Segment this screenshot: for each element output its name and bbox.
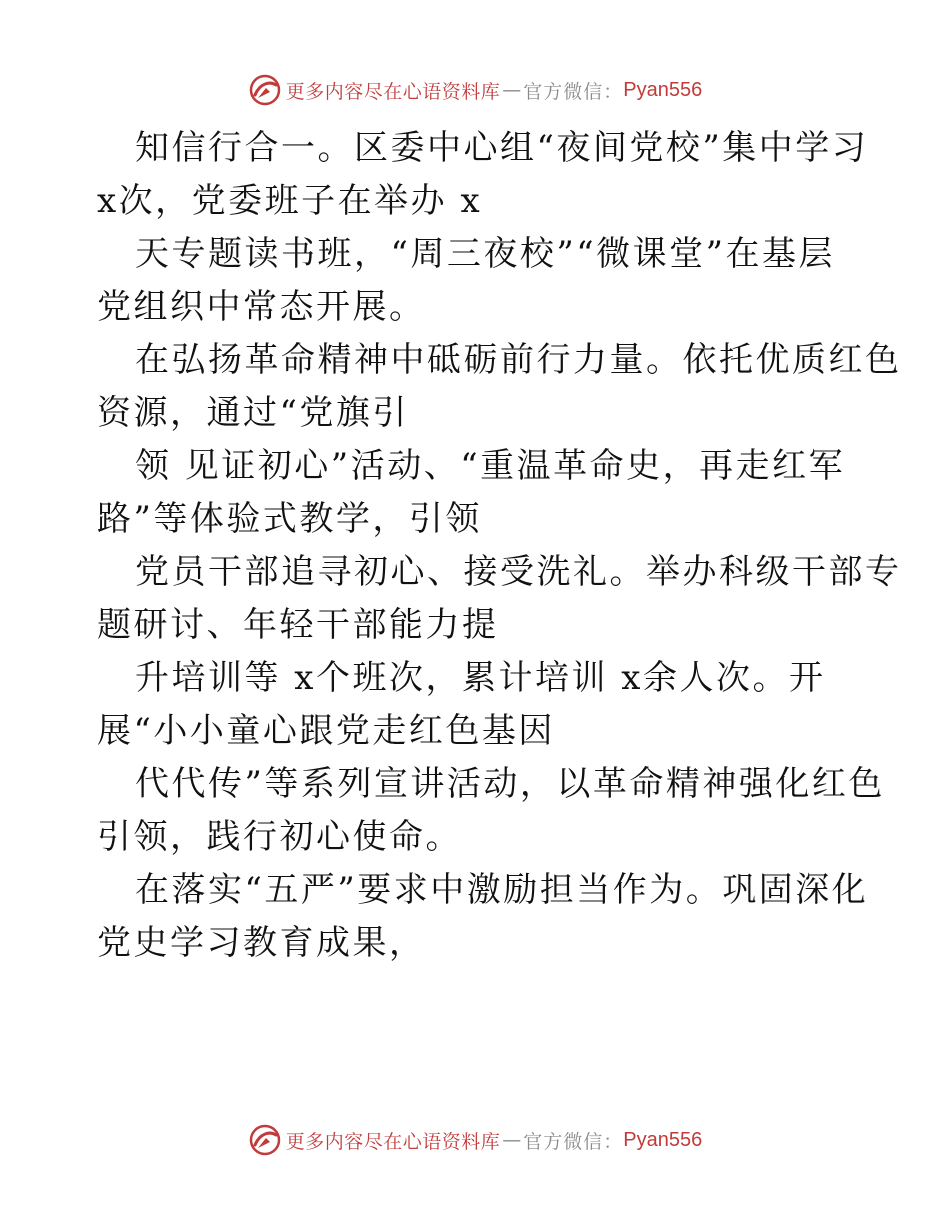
watermark-wechat-id: Pyan556	[623, 1128, 703, 1151]
document-body	[97, 122, 902, 970]
header-watermark	[0, 70, 950, 110]
body-line: 题研讨、年轻干部能力提	[97, 605, 499, 645]
body-line: 党组织中常态开展。	[97, 287, 426, 327]
body-line: x次，党委班子在举办 x	[97, 181, 483, 221]
body-line: 在落实“五严”要求中激励担当作为。巩固深化	[135, 870, 869, 910]
watermark-wechat-label: 官方微信：	[523, 80, 624, 103]
body-line: 代代传”等系列宣讲活动，以革命精神强化红色	[135, 764, 885, 804]
watermark-wechat-label: 官方微信：	[523, 1130, 624, 1153]
body-line: 资源，通过“党旗引	[97, 393, 409, 433]
watermark-wechat-id: Pyan556	[623, 78, 703, 101]
body-line: 党史学习教育成果，	[97, 923, 426, 963]
body-line: 在弘扬革命精神中砥砺前行力量。依托优质红色	[135, 340, 902, 380]
red-circle-logo-icon	[248, 73, 282, 107]
body-line: 党员干部追寻初心、接受洗礼。举办科级干部专	[135, 552, 902, 592]
watermark-brand: 更多内容尽在心语资料库	[285, 1130, 501, 1153]
watermark-brand: 更多内容尽在心语资料库	[285, 80, 501, 103]
watermark-separator: —	[502, 79, 522, 101]
body-line: 天专题读书班，“周三夜校”“微课堂”在基层	[135, 234, 836, 274]
red-circle-logo-icon	[248, 1123, 282, 1157]
body-line: 引领，践行初心使命。	[97, 817, 462, 857]
body-line: 升培训等 x个班次，累计培训 x余人次。开	[135, 658, 826, 698]
body-line: 知信行合一。区委中心组“夜间党校”集中学习	[135, 128, 869, 168]
body-line: 展“小小童心跟党走红色基因	[97, 711, 555, 751]
footer-watermark	[0, 1120, 950, 1160]
body-line: 领 见证初心”活动、“重温革命史，再走红军	[135, 446, 846, 486]
body-line: 路”等体验式教学，引领	[97, 499, 482, 539]
watermark-separator: —	[502, 1129, 522, 1151]
